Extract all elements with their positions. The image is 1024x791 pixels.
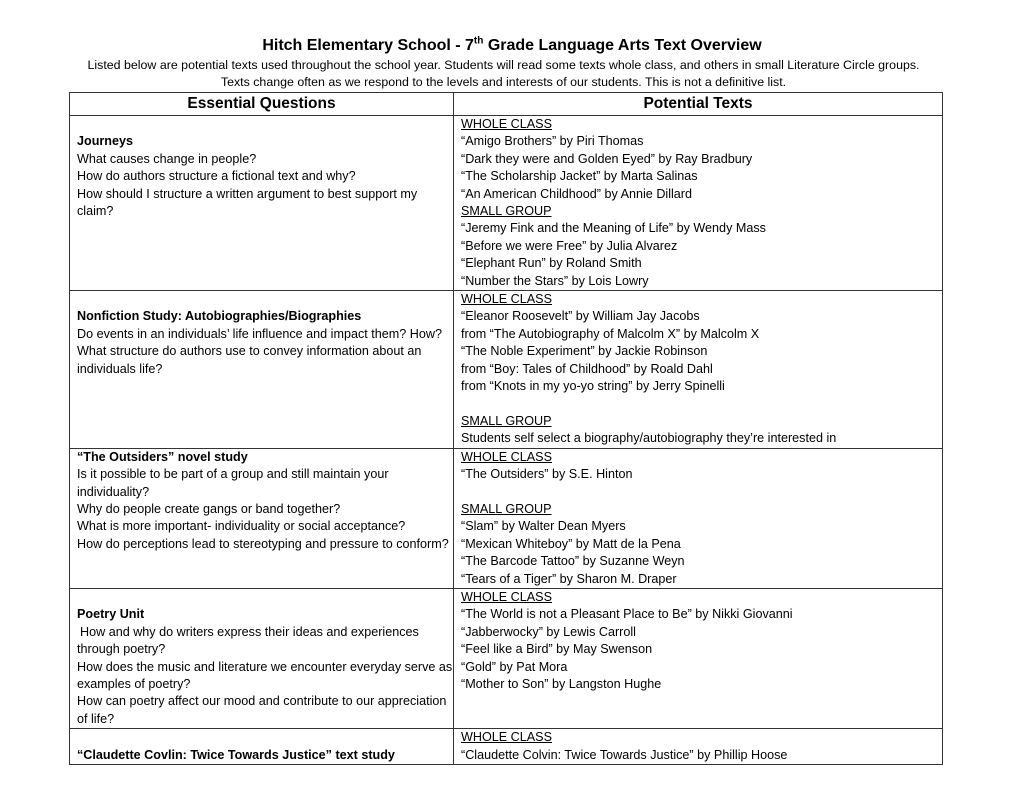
question: How should I structure a written argument to best support my claim?: [77, 186, 418, 219]
unit-title: Journeys: [77, 134, 133, 149]
unit-title: “Claudette Covlin: Twice Towards Justice” text study: [77, 747, 395, 762]
title-rest: Grade Language Arts Text Overview: [483, 37, 762, 54]
text-item: “Gold” by Pat Mora: [461, 659, 568, 674]
essential-questions-cell: [70, 291, 454, 449]
whole-class-label: WHOLE CLASS: [461, 292, 552, 307]
text-item: “Before we were Free” by Julia Alvarez: [461, 238, 678, 253]
question: How and why do writers express their ideas and experiences through poetry?: [77, 624, 419, 657]
text-item: “An American Childhood” by Annie Dillard: [461, 186, 693, 201]
text-item: “Eleanor Roosevelt” by William Jay Jacobs: [461, 309, 700, 324]
question: What causes change in people?: [77, 151, 257, 166]
text-item: “Tears of a Tiger” by Sharon M. Draper: [461, 571, 677, 586]
potential-texts-cell: [454, 729, 943, 765]
table-row: [70, 588, 943, 728]
question: How do authors structure a fictional text and why?: [77, 169, 356, 184]
small-group-label: SMALL GROUP: [461, 501, 552, 516]
text-item: “The Scholarship Jacket” by Marta Salinas: [461, 169, 698, 184]
text-item: “Jeremy Fink and the Meaning of Life” by Wendy Mass: [461, 221, 766, 236]
text-item: “The World is not a Pleasant Place to Be” by Nikki Giovanni: [461, 607, 793, 622]
unit-title: “The Outsiders” novel study: [77, 449, 248, 464]
question: How does the music and literature we encounter everyday serve as examples of poetry?: [77, 659, 453, 691]
header-essential-questions: Essential Questions: [70, 93, 454, 116]
text-item: “Number the Stars” by Lois Lowry: [461, 273, 649, 288]
text-item: “The Outsiders” by S.E. Hinton: [461, 467, 633, 482]
table-row: [70, 291, 943, 449]
potential-texts-cell: [454, 116, 943, 291]
text-item: “Dark they were and Golden Eyed” by Ray Bradbury: [461, 151, 753, 166]
text-item: “The Barcode Tattoo” by Suzanne Weyn: [461, 554, 685, 569]
essential-questions-cell: [70, 729, 454, 765]
potential-texts-cell: [454, 291, 943, 449]
table-header-row: [70, 93, 943, 116]
potential-texts-cell: [454, 588, 943, 728]
text-item: “Mexican Whiteboy” by Matt de la Pena: [461, 536, 681, 551]
table-row: [70, 116, 943, 291]
whole-class-label: WHOLE CLASS: [461, 730, 552, 745]
essential-questions-cell: [70, 448, 454, 588]
essential-questions-cell: [70, 116, 454, 291]
intro-line-2: Texts change often as we respond to the levels and interests of our students. This is not a definitive list.: [220, 75, 787, 89]
small-group-label: SMALL GROUP: [461, 413, 552, 428]
text-item: “Jabberwocky” by Lewis Carroll: [461, 624, 636, 639]
text-item: “Mother to Son” by Langston Hughe: [461, 676, 662, 691]
small-group-label: SMALL GROUP: [461, 204, 552, 219]
unit-title: Nonfiction Study: Autobiographies/Biographies: [77, 309, 362, 324]
question: How can poetry affect our mood and contribute to our appreciation of life?: [77, 694, 447, 726]
text-item: “Elephant Run” by Roland Smith: [461, 256, 642, 271]
table-row: [70, 448, 943, 588]
title-superscript: th: [473, 35, 484, 47]
question: What structure do authors use to convey information about an individuals life?: [77, 344, 422, 376]
intro-line-1: Listed below are potential texts used throughout the school year. Students will read some texts whole class, and others in small Literature Circle groups.: [87, 58, 920, 72]
page-title: [0, 36, 1024, 56]
unit-title: Poetry Unit: [77, 607, 145, 622]
question: How do perceptions lead to stereotyping and pressure to conform?: [77, 536, 449, 551]
whole-class-label: WHOLE CLASS: [461, 449, 552, 464]
text-item: Students self select a biography/autobiography they’re interested in: [461, 431, 837, 446]
question: Do events in an individuals’ life influence and impact them? How?: [77, 326, 442, 341]
text-item: from “The Autobiography of Malcolm X” by Malcolm X: [461, 326, 760, 341]
text-item: from “Boy: Tales of Childhood” by Roald Dahl: [461, 361, 713, 376]
question: What is more important- individuality or social acceptance?: [77, 519, 406, 534]
text-item: “The Noble Experiment” by Jackie Robinson: [461, 344, 708, 359]
text-item: “Claudette Colvin: Twice Towards Justice” by Phillip Hoose: [461, 747, 788, 762]
text-item: “Amigo Brothers” by Piri Thomas: [461, 134, 644, 149]
header-potential-texts: Potential Texts: [454, 93, 943, 116]
table-row: [70, 729, 943, 765]
text-overview-table: [69, 92, 943, 765]
potential-texts-cell: [454, 448, 943, 588]
whole-class-label: WHOLE CLASS: [461, 117, 552, 131]
text-item: from “Knots in my yo-yo string” by Jerry Spinelli: [461, 379, 725, 394]
question: Why do people create gangs or band together?: [77, 501, 341, 516]
whole-class-label: WHOLE CLASS: [461, 589, 552, 604]
title-main: Hitch Elementary School - 7: [262, 37, 474, 54]
text-item: “Feel like a Bird” by May Swenson: [461, 642, 653, 657]
text-item: “Slam” by Walter Dean Myers: [461, 519, 626, 534]
essential-questions-cell: [70, 588, 454, 728]
question: Is it possible to be part of a group and still maintain your individuality?: [77, 467, 389, 499]
